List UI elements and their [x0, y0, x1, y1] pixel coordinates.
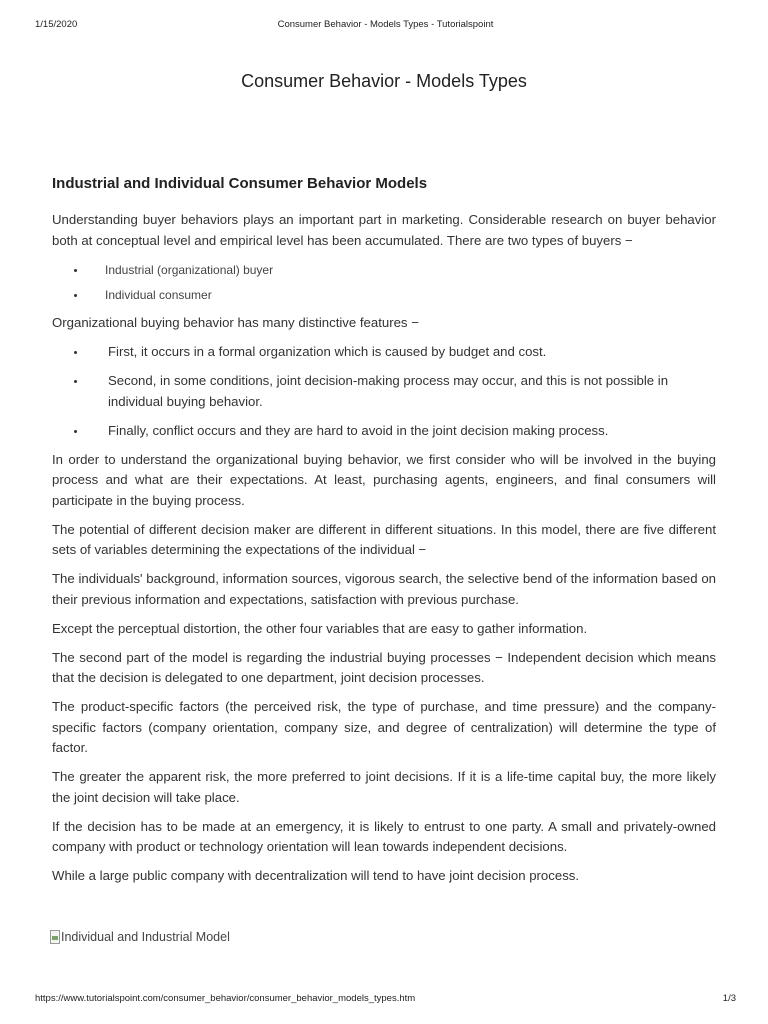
broken-image-icon	[50, 930, 60, 944]
features-list	[52, 342, 716, 441]
page-number: 1/3	[722, 993, 736, 1004]
page-url: https://www.tutorialspoint.com/consumer_behavior/consumer_behavior_models_types.htm	[35, 993, 416, 1004]
list-item: Individual consumer	[52, 285, 716, 306]
paragraph: In order to understand the organizational buying behavior, we first consider who will be involved in the buying process and what are their expectations. At least, purchasing agents, engineers, and final consumers will participate in the buying process.	[52, 451, 716, 508]
image-alt-text: Individual and Industrial Model	[61, 930, 230, 944]
article-body	[52, 174, 716, 895]
paragraph: While a large public company with decentralization will tend to have joint decision process.	[52, 868, 580, 883]
paragraph: The greater the apparent risk, the more preferred to joint decisions. If it is a life-time capital buy, the more likely the joint decision will take place.	[52, 769, 716, 805]
paragraph: If the decision has to be made at an emergency, it is likely to entrust to one party. A small and privately-owned company with product or technology orientation will lean towards independent decisions.	[52, 818, 716, 854]
paragraph: The potential of different decision maker are different in different situations. In this model, there are five different sets of variables determining the expectations of the individual −	[52, 521, 716, 557]
intro-paragraph: Understanding buyer behaviors plays an important part in marketing. Considerable research on buyer behavior both at conceptual level and empirical level has been accumulated. There are two types of buyers −	[52, 212, 716, 248]
print-header	[35, 19, 736, 33]
paragraph: The product-specific factors (the perceived risk, the type of purchase, and time pressure) and the company-specific factors (company orientation, company size, and degree of centralization) will determine the type of factor.	[52, 699, 716, 755]
list-item: Industrial (organizational) buyer	[52, 260, 716, 281]
list-item: Finally, conflict occurs and they are hard to avoid in the joint decision making process.	[52, 421, 716, 442]
paragraph: The individuals' background, information sources, vigorous search, the selective bend of the information based on their previous information and expectations, satisfaction with previous purchase.	[52, 571, 716, 607]
print-page-title: Consumer Behavior - Models Types - Tutorialspoint	[277, 19, 494, 30]
paragraph: Except the perceptual distortion, the other four variables that are easy to gather information.	[52, 620, 588, 636]
page-title: Consumer Behavior - Models Types	[241, 71, 527, 91]
model-image-placeholder	[50, 930, 230, 944]
list-item: Second, in some conditions, joint decision-making process may occur, and this is not possible in individual buying behavior.	[52, 371, 716, 412]
list-item: First, it occurs in a formal organization which is caused by budget and cost.	[52, 342, 716, 363]
section-heading: Industrial and Individual Consumer Behavior Models	[52, 175, 428, 192]
paragraph: The second part of the model is regarding the industrial buying processes − Independent decision which means that the decision is delegated to one department, joint decision processes.	[52, 649, 716, 685]
buyer-types-list	[52, 260, 716, 306]
features-intro: Organizational buying behavior has many distinctive features −	[52, 315, 419, 330]
print-footer	[35, 993, 736, 1007]
print-date: 1/15/2020	[35, 19, 78, 30]
